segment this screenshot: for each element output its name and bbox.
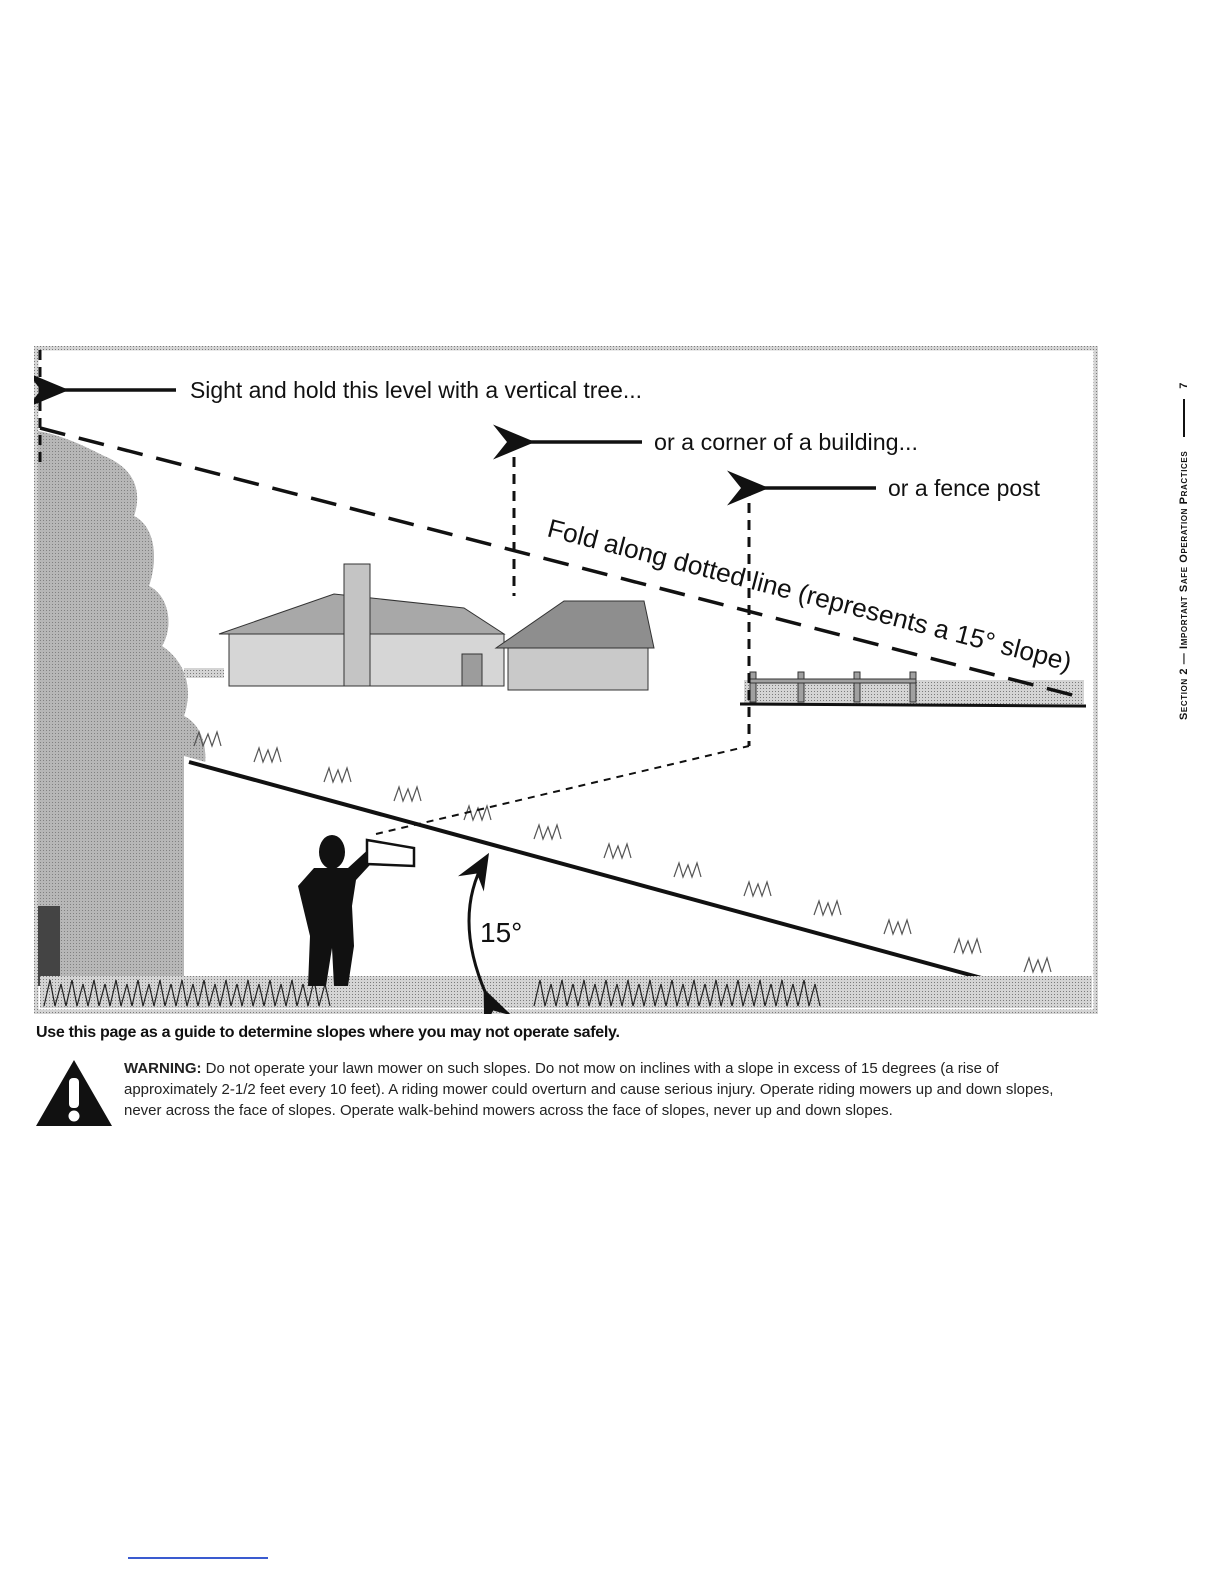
figure-caption: Use this page as a guide to determine slopes where you may not operate safely.	[36, 1024, 620, 1041]
page-number: 7	[1178, 382, 1190, 389]
warning-body: Do not operate your lawn mower on such slopes. Do not mow on inclines with a slope in excess of 15 degrees (a rise of approximately 2-1/2 feet every 10 feet). A riding mower could overturn and cause serious injury. Operate riding mowers up and down slopes, never across the face of slopes. Operate walk-behind mowers across the face of slopes, never up and down slopes.	[124, 1060, 1054, 1119]
building-label: or a corner of a building...	[654, 429, 918, 455]
angle-label: 15°	[480, 917, 523, 948]
fence-label: or a fence post	[888, 475, 1041, 501]
tree-label: Sight and hold this level with a vertical tree...	[190, 377, 642, 403]
warning-triangle-icon	[34, 1058, 114, 1128]
sidebar-running-head	[1140, 360, 1190, 720]
footer-link-underline[interactable]	[128, 1557, 268, 1559]
slope-guide-illustration	[34, 346, 1098, 1014]
separator-rule	[1183, 399, 1185, 437]
section-title: Section 2 — Important Safe Operation Practices	[1178, 450, 1190, 720]
fold-label: Fold along dotted line (represents a 15° slope)	[544, 512, 1069, 676]
warning-block	[124, 1058, 1054, 1121]
warning-label: WARNING:	[124, 1060, 202, 1077]
